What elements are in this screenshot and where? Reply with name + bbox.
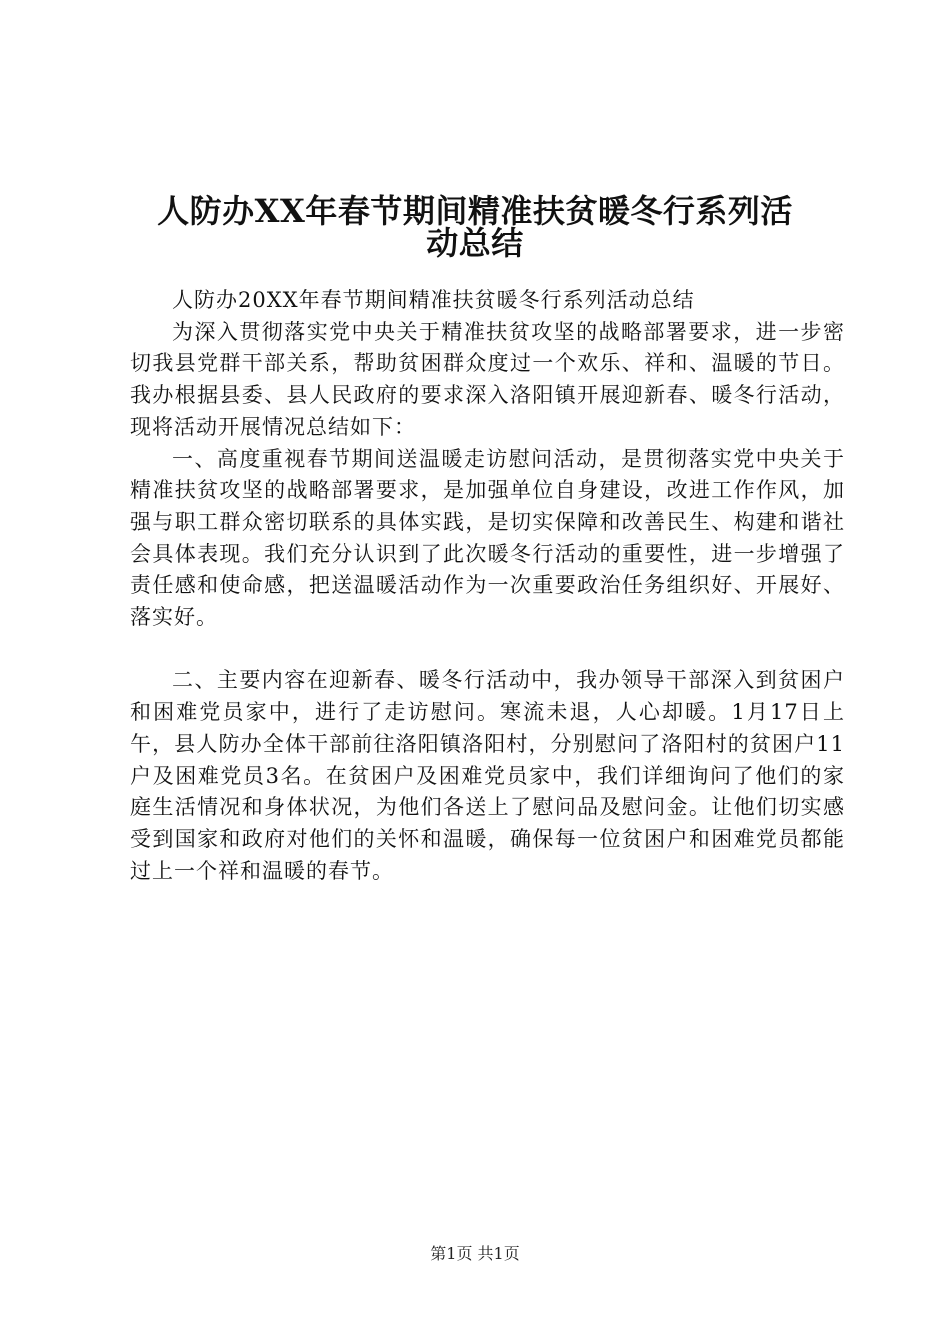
document-title-line-1: 人防办XX年春节期间精准扶贫暖冬行系列活 [157, 192, 793, 230]
paragraph-section-2: 二、主要内容在迎新春、暖冬行活动中，我办领导干部深入到贫困户和困难党员家中，进行了走访慰问。寒流未退，人心却暖。1月17日上午，县人防办全体干部前往洛阳镇洛阳村，分别慰问了洛阳村的贫困户11户及困难党员3名。在贫困户及困难党员家中，我们详细询问了他们的家庭生活情况和身体状况，为他们各送上了慰问品及慰问金。让他们切实感受到国家和政府对他们的关怀和温暖，确保每一位贫困户和困难党员都能过上一个祥和温暖的春节。 [130, 668, 845, 883]
document-title-line-2: 动总结 [426, 224, 524, 262]
paragraph-section-1: 一、高度重视春节期间送温暖走访慰问活动，是贯彻落实党中央关于精准扶贫攻坚的战略部署要求，是加强单位自身建设，改进工作作风，加强与职工群众密切联系的具体实践，是切实保障和改善民生、构建和谐社会具体表现。我们充分认识到了此次暖冬行活动的重要性，进一步增强了责任感和使命感，把送温暖活动作为一次重要政治任务组织好、开展好、落实好。 [130, 446, 845, 630]
paragraph-subtitle: 人防办20XX年春节期间精准扶贫暖冬行系列活动总结 [172, 288, 695, 312]
paragraph-intro: 为深入贯彻落实党中央关于精准扶贫攻坚的战略部署要求，进一步密切我县党群干部关系，帮助贫困群众度过一个欢乐、祥和、温暖的节日。我办根据县委、县人民政府的要求深入洛阳镇开展迎新春、暖冬行活动，现将活动开展情况总结如下： [130, 319, 845, 439]
document-body [130, 285, 845, 887]
page-number-footer: 第1页 共1页 [430, 1244, 520, 1263]
